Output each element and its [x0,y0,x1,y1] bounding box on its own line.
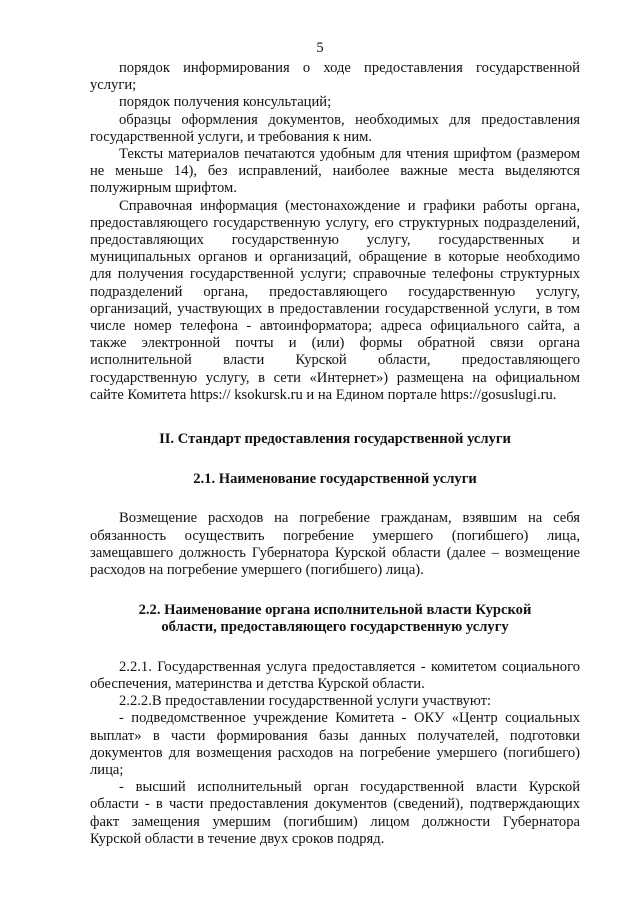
subsection-heading-2-1: 2.1. Наименование государственной услуги [193,471,477,488]
page-number: 5 [316,40,324,56]
list-item-document-samples: образцы оформления документов, необходимых для предоставления государственной услуги, и требования к ним. [90,111,580,145]
paragraph-font-requirements: Тексты материалов печатаются удобным для чтения шрифтом (размером не меньше 14), без исправлений, наиболее важные места выделяются полужирным шрифтом. [90,146,580,197]
paragraph-service-name: Возмещение расходов на погребение гражданам, взявшим на себя обязанность осуществить погребение умершего (погибшего) лица, замещавшего должность Губернатора Курской области (далее – возмещение расходов на погребение умершего (погибшего) лица). [90,510,580,579]
paragraph-2-2-1: 2.2.1. Государственная услуга предоставляется - комитетом социального обеспечения, материнства и детства Курской области. [90,658,580,692]
document-body [90,60,580,848]
subsection-heading-2-2-line1: 2.2. Наименование органа исполнительной власти Курской [138,602,532,619]
list-item-informing-order: порядок информирования о ходе предоставления государственной услуги; [90,60,580,94]
list-item-executive-body: - высший исполнительный орган государственной власти Курской области - в части предоставления документов (сведений), подтверждающих факт замещения умершим (погибшим) лицом должности Губернатора Курской области в течение двух сроков подряд. [90,779,580,847]
paragraph-reference-info: Справочная информация (местонахождение и графики работы органа, предоставляющего государственную услугу, его структурных подразделений, предоставляющих государственную услугу, государственных и муниципальных органов и организаций, обращение в которые необходимо для получения государственной услуги; справочные телефоны структурных подразделений органа, предоставляющего государственную услугу, организаций, участвующих в предоставлении государственной услуги, в том числе номер телефона - автоинформатора; адреса официального сайта, а также электронной почты и (или) формы обратной связи органа исполнительной власти Курской области, предоставляющего государственную услугу, в сети «Интернет») размещена на официальном сайте Комитета https:// ksokursk.ru и на Едином портале https://gosuslugi.ru. [90,197,580,403]
list-item-consultation-order: порядок получения консультаций; [119,94,332,111]
paragraph-2-2-2: 2.2.2.В предоставлении государственной услуги участвуют: [119,693,491,710]
section-heading-standard: II. Стандарт предоставления государственной услуги [159,431,511,448]
subsection-heading-2-2 [90,602,580,636]
list-item-subordinate-institution: - подведомственное учреждение Комитета - ОКУ «Центр социальных выплат» в части формирования базы данных получателей, подготовки документов для возмещения расходов на погребение умершего (погибшего) лица; [90,710,580,778]
subsection-heading-2-2-line2: области, предоставляющего государственную услугу [161,619,509,636]
